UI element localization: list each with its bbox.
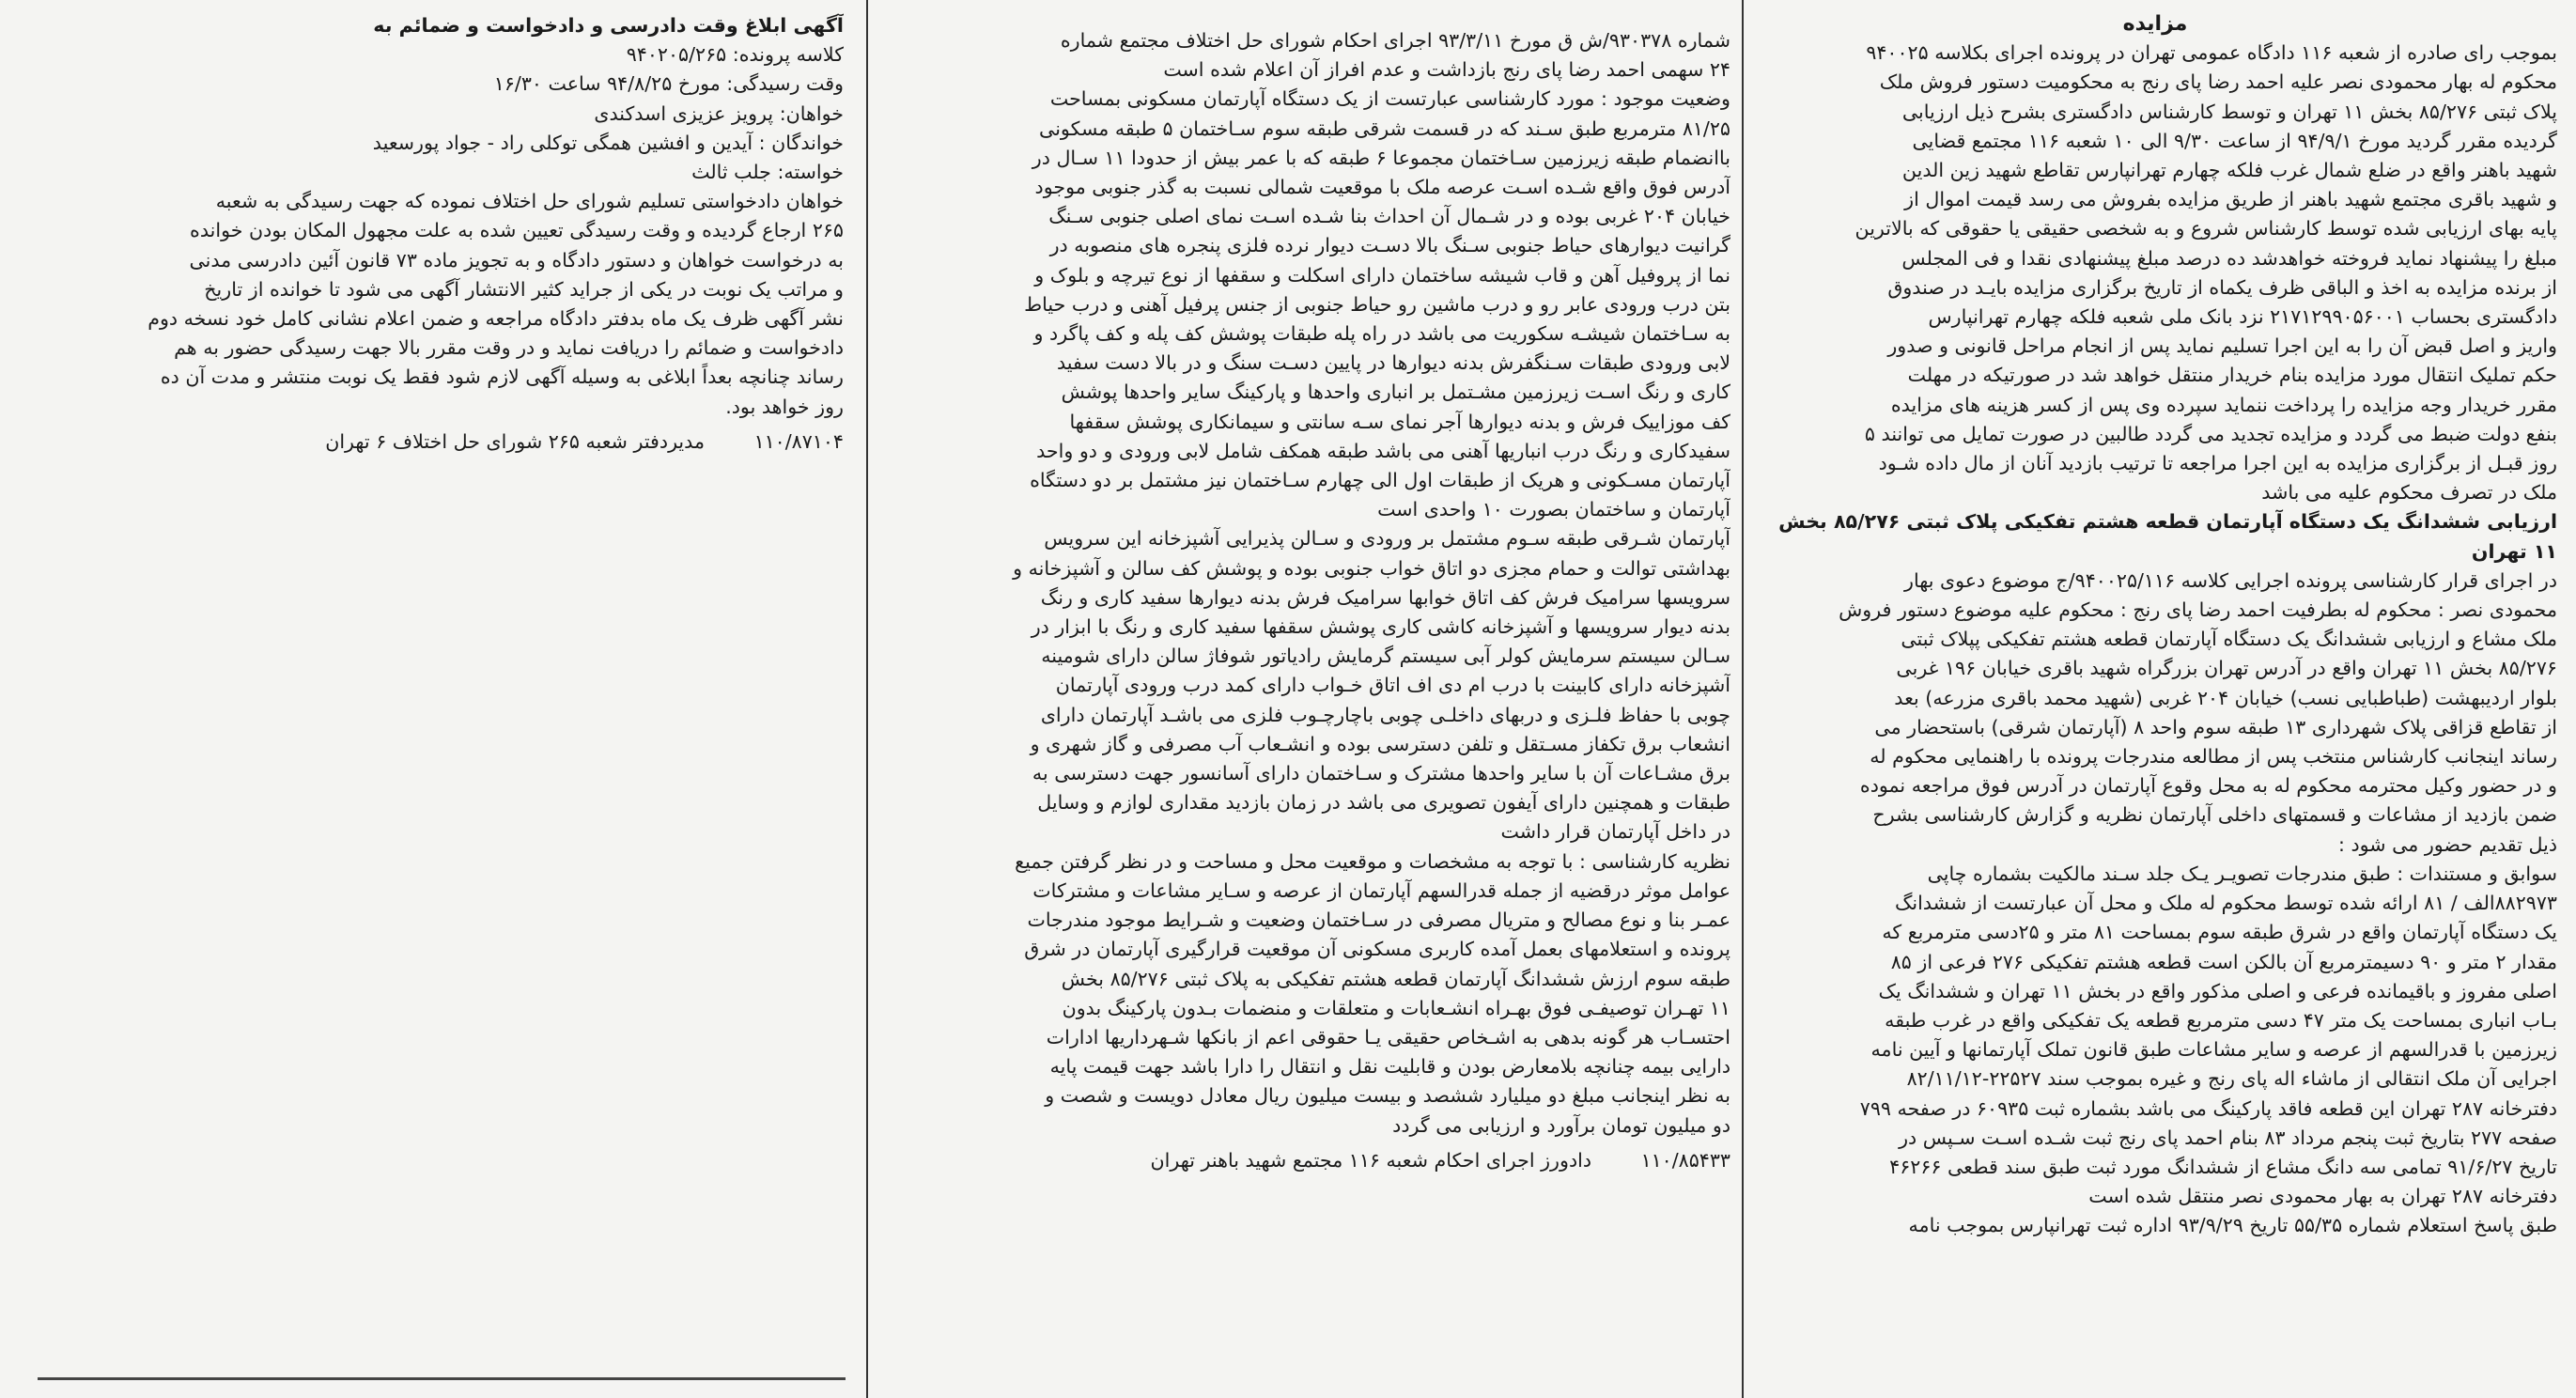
- text-line: عمـر بنا و نوع مصالح و متریال مصرفی در سـاختمان وضعیت و شـرایط موجود مندرجات: [1027, 909, 1730, 932]
- text-line: احتسـاب هر گونه بدهی به اشـخاص حقیقی یـا حقوقی اعم از بانکها شـهرداریها ادارات: [1046, 1025, 1730, 1048]
- text-line: و شهید باقری مجتمع شهید باهنر از طریق مزایده بفروش می رسد قیمت اموال از: [1904, 188, 2557, 211]
- text-line: گرانیت دیوارهای حیاط جنوبی سـنگ بالا دسـت دیوار نرده فلزی پنجره های منصوبه در: [1049, 234, 1730, 257]
- text-line: به درخواست خواهان و دستور دادگاه و به تجویز ماده ۷۳ قانون آئین دادرسی مدنی: [189, 248, 844, 272]
- text-line: و در حضور وکیل محترمه محکوم له به محل وقوع آپارتمان در آدرس فوق مراجعه نموده: [1859, 774, 2557, 798]
- column-divider-left: [866, 0, 868, 1398]
- text-line: بلوار اردیبهشت (طباطبایی نسب) خیابان ۲۰۴ غربی (شهید محمد باقری مزرعه) بعد: [1894, 686, 2557, 709]
- text-line: خواهان: پرویز عزیزی اسدکندی: [594, 101, 844, 125]
- text-line: آپارتمان مسـکونی و هریک از طبقات اول الی چهارم سـاختمان نیز مشتمل بر دو دستگاه: [1030, 469, 1730, 492]
- text-line: خواسته: جلب ثالث: [691, 161, 844, 184]
- text-line: آپارتمان و ساختمان بصورت ۱۰ واحدی است: [1377, 498, 1730, 521]
- expert-report-ref-number: ۱۱۰/۸۵۴۳۳: [1640, 1148, 1730, 1172]
- text-line: دفترخانه ۲۸۷ تهران به بهار محمودی نصر منتقل شده است: [2088, 1185, 2557, 1208]
- text-line: کاری و رنگ اسـت زیرزمین مشـتمل بر انباری واحدها و پارکینگ سایر واحدها پوشش: [1061, 381, 1730, 404]
- text-line: شماره ۹۳۰۳۷۸/ش ق مورخ ۹۳/۳/۱۱ اجرای احکام شورای حل اختلاف مجتمع شماره: [1060, 29, 1730, 52]
- text-line: نما از پروفیل آهن و قاب شیشه ساختمان دارای اسکلت و سقفها از نوع تیرچه و بلوک و: [1034, 263, 1730, 287]
- text-line: چوبی با حفاظ فلـزی و دربهای داخلـی چوبی باچارچـوب فلزی می باشـد آپارتمان دارای: [1040, 703, 1730, 726]
- text-line: آپارتمان شـرقی طبقه سـوم مشتمل بر ورودی و سـالن پذیرایی آشپزخانه این سرویس: [1044, 527, 1730, 551]
- text-line: برق مشـاعات آن با سایر واحدها مشترک و سـاختمان دارای آسانسور جهت دسترسی به: [1032, 762, 1730, 785]
- expert-report-signatory: دادورز اجرای احکام شعبه ۱۱۶ مجتمع شهید باهنر تهران: [1150, 1148, 1592, 1172]
- text-line: دادخواست و ضمائم را دریافت نماید و در وقت مقرر بالا جهت رسیدگی حضور به هم: [174, 336, 844, 360]
- text-line: سفیدکاری و رنگ درب انباریها آهنی می باشد طبقه همکف شامل لابی ورودی و دو واحد: [1036, 439, 1730, 462]
- text-line: پلاک ثبتی ۸۵/۲۷۶ بخش ۱۱ تهران و توسط کارشناس دادگستری بشرح ذیل ارزیابی: [1901, 100, 2557, 123]
- text-line: گردیده مقرر گردید مورخ ۹۴/۹/۱ از ساعت ۹/۳۰ الی ۱۰ شعبه ۱۱۶ مجتمع قضایی: [1912, 129, 2557, 152]
- text-line: صفحه ۲۷۷ بتاریخ ثبت پنجم مرداد ۸۳ بنام احمد پای رنج ثبت شـده اسـت سـپس در: [1899, 1126, 2557, 1149]
- text-line: ملک در تصرف محکوم علیه می باشد: [2261, 481, 2557, 505]
- text-line: ۲۶۵ ارجاع گردیده و وقت رسیدگی تعیین شده به علت مجهول المکان بودن خوانده: [190, 219, 844, 242]
- text-line: مقدار ۲ متر و ۹۰ دسیمترمربع آن بالکن است قطعه هشتم تفکیکی ۲۷۶ فرعی از ۸۵: [1890, 950, 2557, 973]
- text-line: روز خواهد بود.: [725, 395, 844, 418]
- text-line: بنفع دولت ضبط می گردد و مزایده تجدید می گردد طالبین در صورت تمایل می توانند ۵: [1864, 422, 2557, 445]
- column-divider-right: [1742, 0, 1744, 1398]
- text-line: عوامل موثر درقضیه از جمله قدرالسهم آپارتمان از عرصه و سـایر مشاعات و مشترکات: [1032, 878, 1730, 902]
- summons-ref-number: ۱۱۰/۸۷۱۰۴: [753, 429, 844, 453]
- expert-report-body: [900, 26, 1730, 1141]
- text-line: سـالن سیستم سرمایش کولر آبی سیستم گرمایش رادیاتور شوفاژ سالن دارای شومینه: [1041, 645, 1730, 668]
- text-line: روز قبـل از برگزاری مزایده به این اجرا مراجعه تا ترتیب بازدید آنان از مال داده شـود: [1878, 452, 2557, 475]
- summons-signatory: مدیردفتر شعبه ۲۶۵ شورای حل اختلاف ۶ تهران: [325, 429, 706, 453]
- text-line: بـاب انباری بمساحت یک متر ۴۷ دسی مترمربع قطعه یک تفکیکی واقع در غرب طبقه: [1885, 1008, 2557, 1032]
- text-line: اجرایی آن ملک انتقالی از ماشاء اله پای رنج و غیره بموجب سند ۲۲۵۲۷-۸۲/۱۱/۱۲: [1906, 1067, 2557, 1091]
- summons-notice-signature: [34, 427, 844, 457]
- text-line: به نظر اینجانب مبلغ دو میلیارد ششصد و بیست میلیون ریال معادل دویست و شصت و: [1045, 1084, 1730, 1108]
- text-line: محکوم له بهار محمودی نصر علیه احمد رضا پای رنج به محکومیت دستور فروش ملک: [1879, 70, 2557, 94]
- text-line: یک دستگاه آپارتمان واقع در شرق طبقه سوم بمساحت ۸۱ متر و ۲۵دسی مترمربع که: [1882, 921, 2557, 944]
- auction-notice-title: مزایده: [2122, 12, 2188, 36]
- text-line: کلاسه پرونده: ۹۴۰۲۰۵/۲۶۵: [626, 43, 844, 67]
- text-line: طبقه سوم ارزش ششدانگ آپارتمان قطعه هشتم تفکیکی به پلاک ثبتی ۸۵/۲۷۶ بخش: [1061, 967, 1730, 990]
- text-line: مقرر خریدار وجه مزایده را پرداخت ننماید سپرده وی پس از کسر هزینه های مزایده: [1890, 393, 2557, 416]
- text-line: رساند چنانچه بعداً ابلاغی به وسیله آگهی لازم شود فقط یک نوبت منتشر و مدت آن ده: [160, 365, 844, 389]
- text-line: ضمن بازدید از مشاعات و قسمتهای داخلی آپارتمان نظریه و گزارش کارشناسی بشرح: [1872, 803, 2557, 827]
- text-line: سوابق و مستندات : طبق مندرجات تصویـر یـک جلد سـند مالکیت بشماره چاپی: [1927, 862, 2557, 885]
- text-line: لابی ورودی طبقات سـنگفرش بدنه دیوارها در پایین دسـت سنگ و در بالا دست سفید: [1056, 351, 1730, 375]
- text-line: آدرس فوق واقع شـده اسـت عرصه ملک با موقعیت شمالی نسبت به گذر جنوبی موجود: [1034, 176, 1730, 199]
- text-line: ملک مشاع و ارزیابی ششدانگ یک دستگاه آپارتمان قطعه هشتم تفکیکی پپلاک ثبتی: [1901, 628, 2557, 651]
- text-line: ۸۸۲۹۷۳الف / ۸۱ ارائه شده توسط محکوم له ملک و محل آن عبارتست از ششدانگ: [1894, 892, 2557, 915]
- text-line: از تقاطع قزاقی پلاک شهرداری ۱۳ طبقه سوم واحد ۸ (آپارتمان شرقی) باستحضار می: [1874, 715, 2557, 738]
- text-line: شهید باهنر واقع در ضلع شمال غرب فلکه چهارم تهرانپارس تقاطع شهید زین الدین: [1901, 159, 2557, 182]
- text-line: وقت رسیدگی: مورخ ۹۴/۸/۲۵ ساعت ۱۶/۳۰: [493, 72, 844, 96]
- summons-notice-body: [34, 11, 844, 422]
- text-line: به سـاختمان شیشـه سکوریت می باشد در راه پله طبقات پوشش کف پله و کف پاگرد و: [1033, 322, 1730, 346]
- text-line: رساند اینجانب کارشناس منتخب پس از مطالعه مندرجات پرونده با راهنمایی محکوم له: [1870, 745, 2557, 769]
- text-line: وضعیت موجود : مورد کارشناسی عبارتست از یک دستگاه آپارتمان مسکونی بمساحت: [1049, 87, 1730, 111]
- text-line: ۸۵/۲۷۶ بخش ۱۱ تهران واقع در آدرس تهران بزرگراه شهید باقری خیابان ۱۹۶ غربی: [1896, 657, 2557, 680]
- auction-notice-column: [1753, 0, 2557, 1398]
- auction-notice-body: [1753, 39, 2557, 1240]
- text-line: دارایی بیمه چنانچه بلامعارض بودن و قابلیت نقل و انتقال را دارا باشد جهت قیمت پایه: [1049, 1055, 1730, 1079]
- text-line: ارزیابی ششدانگ یک دستگاه آپارتمان قطعه هشتم تفکیکی پلاک ثبتی ۸۵/۲۷۶ بخش: [1778, 510, 2557, 534]
- text-line: محمودی نصر : محکوم له بطرفیت احمد رضا پای رنج : محکوم علیه موضوع دستور فروش: [1839, 598, 2557, 622]
- text-line: طبق پاسخ استعلام شماره ۵۵/۳۵ تاریخ ۹۳/۹/۲۹ اداره ثبت تهرانپارس بموجب نامه: [1908, 1214, 2557, 1237]
- text-line: نشر آگهی ظرف یک ماه بدفتر دادگاه مراجعه و ضمن اعلام نشانی کامل خود نسخه دوم: [147, 307, 844, 331]
- text-line: دادگستری بحساب ۲۱۷۱۲۹۹۰۵۶۰۰۱ نزد بانک ملی شعبه فلکه چهارم تهرانپارس: [1928, 305, 2557, 329]
- text-line: پایه بهای ارزیابی شده توسط کارشناس شروع و به شخصی حقیقی یا حقوقی که بالاترین: [1854, 217, 2557, 241]
- text-line: انشعاب برق تکفاز مسـتقل و تلفن دسترسی بوده و انشـعاب آب مصرفی و گاز شهری و: [1030, 732, 1730, 755]
- left-column-bottom-rule: [38, 1377, 846, 1380]
- text-line: و مراتب یک نوبت در یکی از جراید کثیر الانتشار آگهی می شود تا خوانده از تاریخ: [204, 277, 844, 301]
- expert-report-signature: [900, 1146, 1730, 1175]
- text-line: ذیل تقدیم حضور می شود :: [2338, 832, 2557, 856]
- text-line: خیابان ۲۰۴ غربی بوده و در شـمال آن احداث بنا شـده اسـت نمای اصلی جنوبی سـنگ: [1048, 205, 1730, 228]
- text-line: خواندگان : آیدین و افشین همگی توکلی راد - جواد پورسعید: [372, 131, 844, 154]
- text-line: نظریه کارشناسی : با توجه به مشخصات و موقعیت محل و مساحت و در نظر گرفتن جمیع: [1015, 849, 1730, 873]
- text-line: ۱۱ تهـران توصیفـی فوق بهـراه انشـعابات و متعلقات و منضمات بـدون پارکینگ بدون: [1062, 996, 1730, 1019]
- text-line: باانضمام طبقه زیرزمین سـاختمان مجموعا ۶ طبقه که با عمر بیش از حدودا ۱۱ سـال در: [1032, 146, 1730, 169]
- text-line: ۲۴ سهمی احمد رضا پای رنج بازداشت و عدم افراز آن اعلام شده است: [1163, 58, 1730, 82]
- summons-notice-column: [34, 11, 844, 1398]
- text-line: دفترخانه ۲۸۷ تهران این قطعه فاقد پارکینگ می باشد بشماره ثبت ۶۰۹۳۵ در صفحه ۷۹۹: [1859, 1096, 2557, 1120]
- text-line: سرویسها سرامیک فرش کف اتاق خوابها سرامیک فرش بدنه دیوارها سفید کاری و رنگ: [1040, 585, 1730, 609]
- text-line: آگهی ابلاغ وقت دادرسی و دادخواست و ضمائم به: [373, 14, 844, 37]
- text-line: خواهان دادخواستی تسلیم شورای حل اختلاف نموده که جهت رسیدگی به شعبه: [215, 190, 844, 213]
- text-line: بموجب رای صادره از شعبه ۱۱۶ دادگاه عمومی تهران در پرونده اجرای بکلاسه ۹۴۰۰۲۵: [1866, 41, 2557, 65]
- text-line: تاریخ ۹۱/۶/۲۷ تمامی سه دانگ مشاع از ششدانگ مورد ثبت طبق سند قطعی ۴۶۲۶۶: [1889, 1155, 2557, 1178]
- text-line: از برنده مزایده به اخذ و الباقی ظرف یکماه از تاریخ برگزاری مزایده بایـد در صندوق: [1887, 275, 2557, 299]
- text-line: آشپزخانه دارای کابینت با درب ام دی اف اتاق خـواب دارای کمد درب ورودی آپارتمان: [1055, 674, 1730, 697]
- text-line: در اجرای قرار کارشناسی پرونده اجرایی کلاسه ۹۴۰۰۲۵/۱۱۶/ج موضوع دعوی بهار: [1904, 568, 2557, 592]
- expert-report-column: [900, 26, 1730, 1398]
- text-line: در داخل آپارتمان قرار داشت: [1500, 820, 1730, 844]
- text-line: بهداشتی توالت و حمام مجزی دو اتاق خواب جنوبی بوده و پوشش کف سالن و آشپزخانه و: [1013, 556, 1730, 580]
- text-line: مبلغ را پیشنهاد نماید فروخته خواهدشد ده درصد مبلغ پیشنهادی نقدا و فی المجلس: [1901, 246, 2557, 270]
- text-line: اصلی مفروز و باقیمانده فرعی و اصلی مذکور واقع در بخش ۱۱ تهران و ششدانگ یک: [1878, 979, 2557, 1002]
- text-line: ۱۱ تهران: [2471, 539, 2557, 563]
- text-line: پرونده و استعلامهای بعمل آمده کاربری مسکونی آن موقعیت قرارگیری آپارتمان در شرق: [1024, 938, 1730, 961]
- text-line: بدنه دیوار سرویسها و آشپزخانه کاشی کاری پوشش سقفها سفید کاری و رنگ با ابزار در: [1031, 615, 1730, 639]
- text-line: بتن درب ورودی عابر رو و درب ماشین رو حیاط جنوبی از جنس پرفیل آهنی و درب حیاط: [1024, 292, 1730, 316]
- text-line: واریز و اصل قبض آن را به این اجرا تسلیم نماید پس از انجام مراحل قانونی و صدور: [1887, 334, 2557, 358]
- text-line: کف موزاییک فرش و بدنه دیوارها آجر نمای سـه سانتی و سیمانکاری پوشش سقفها: [1069, 410, 1730, 433]
- text-line: ۸۱/۲۵ مترمربع طبق سـند که در قسمت شرقی طبقه سوم سـاختمان ۵ طبقه مسکونی: [1039, 116, 1730, 140]
- text-line: طبقات و همچنین دارای آیفون تصویری می باشد در زمان بازدید مقداری لوازم و وسایل: [1037, 791, 1730, 815]
- text-line: زیرزمین با قدرالسهم از عرصه و سایر مشاعات طبق قانون تملک آپارتمانها و آیین نامه: [1870, 1038, 2557, 1062]
- text-line: دو میلیون تومان برآورد و ارزیابی می گردد: [1392, 1113, 1730, 1137]
- text-line: حکم تملیک انتقال مورد مزایده بنام خریدار منتقل خواهد شد در صورتیکه در مهلت: [1907, 364, 2557, 387]
